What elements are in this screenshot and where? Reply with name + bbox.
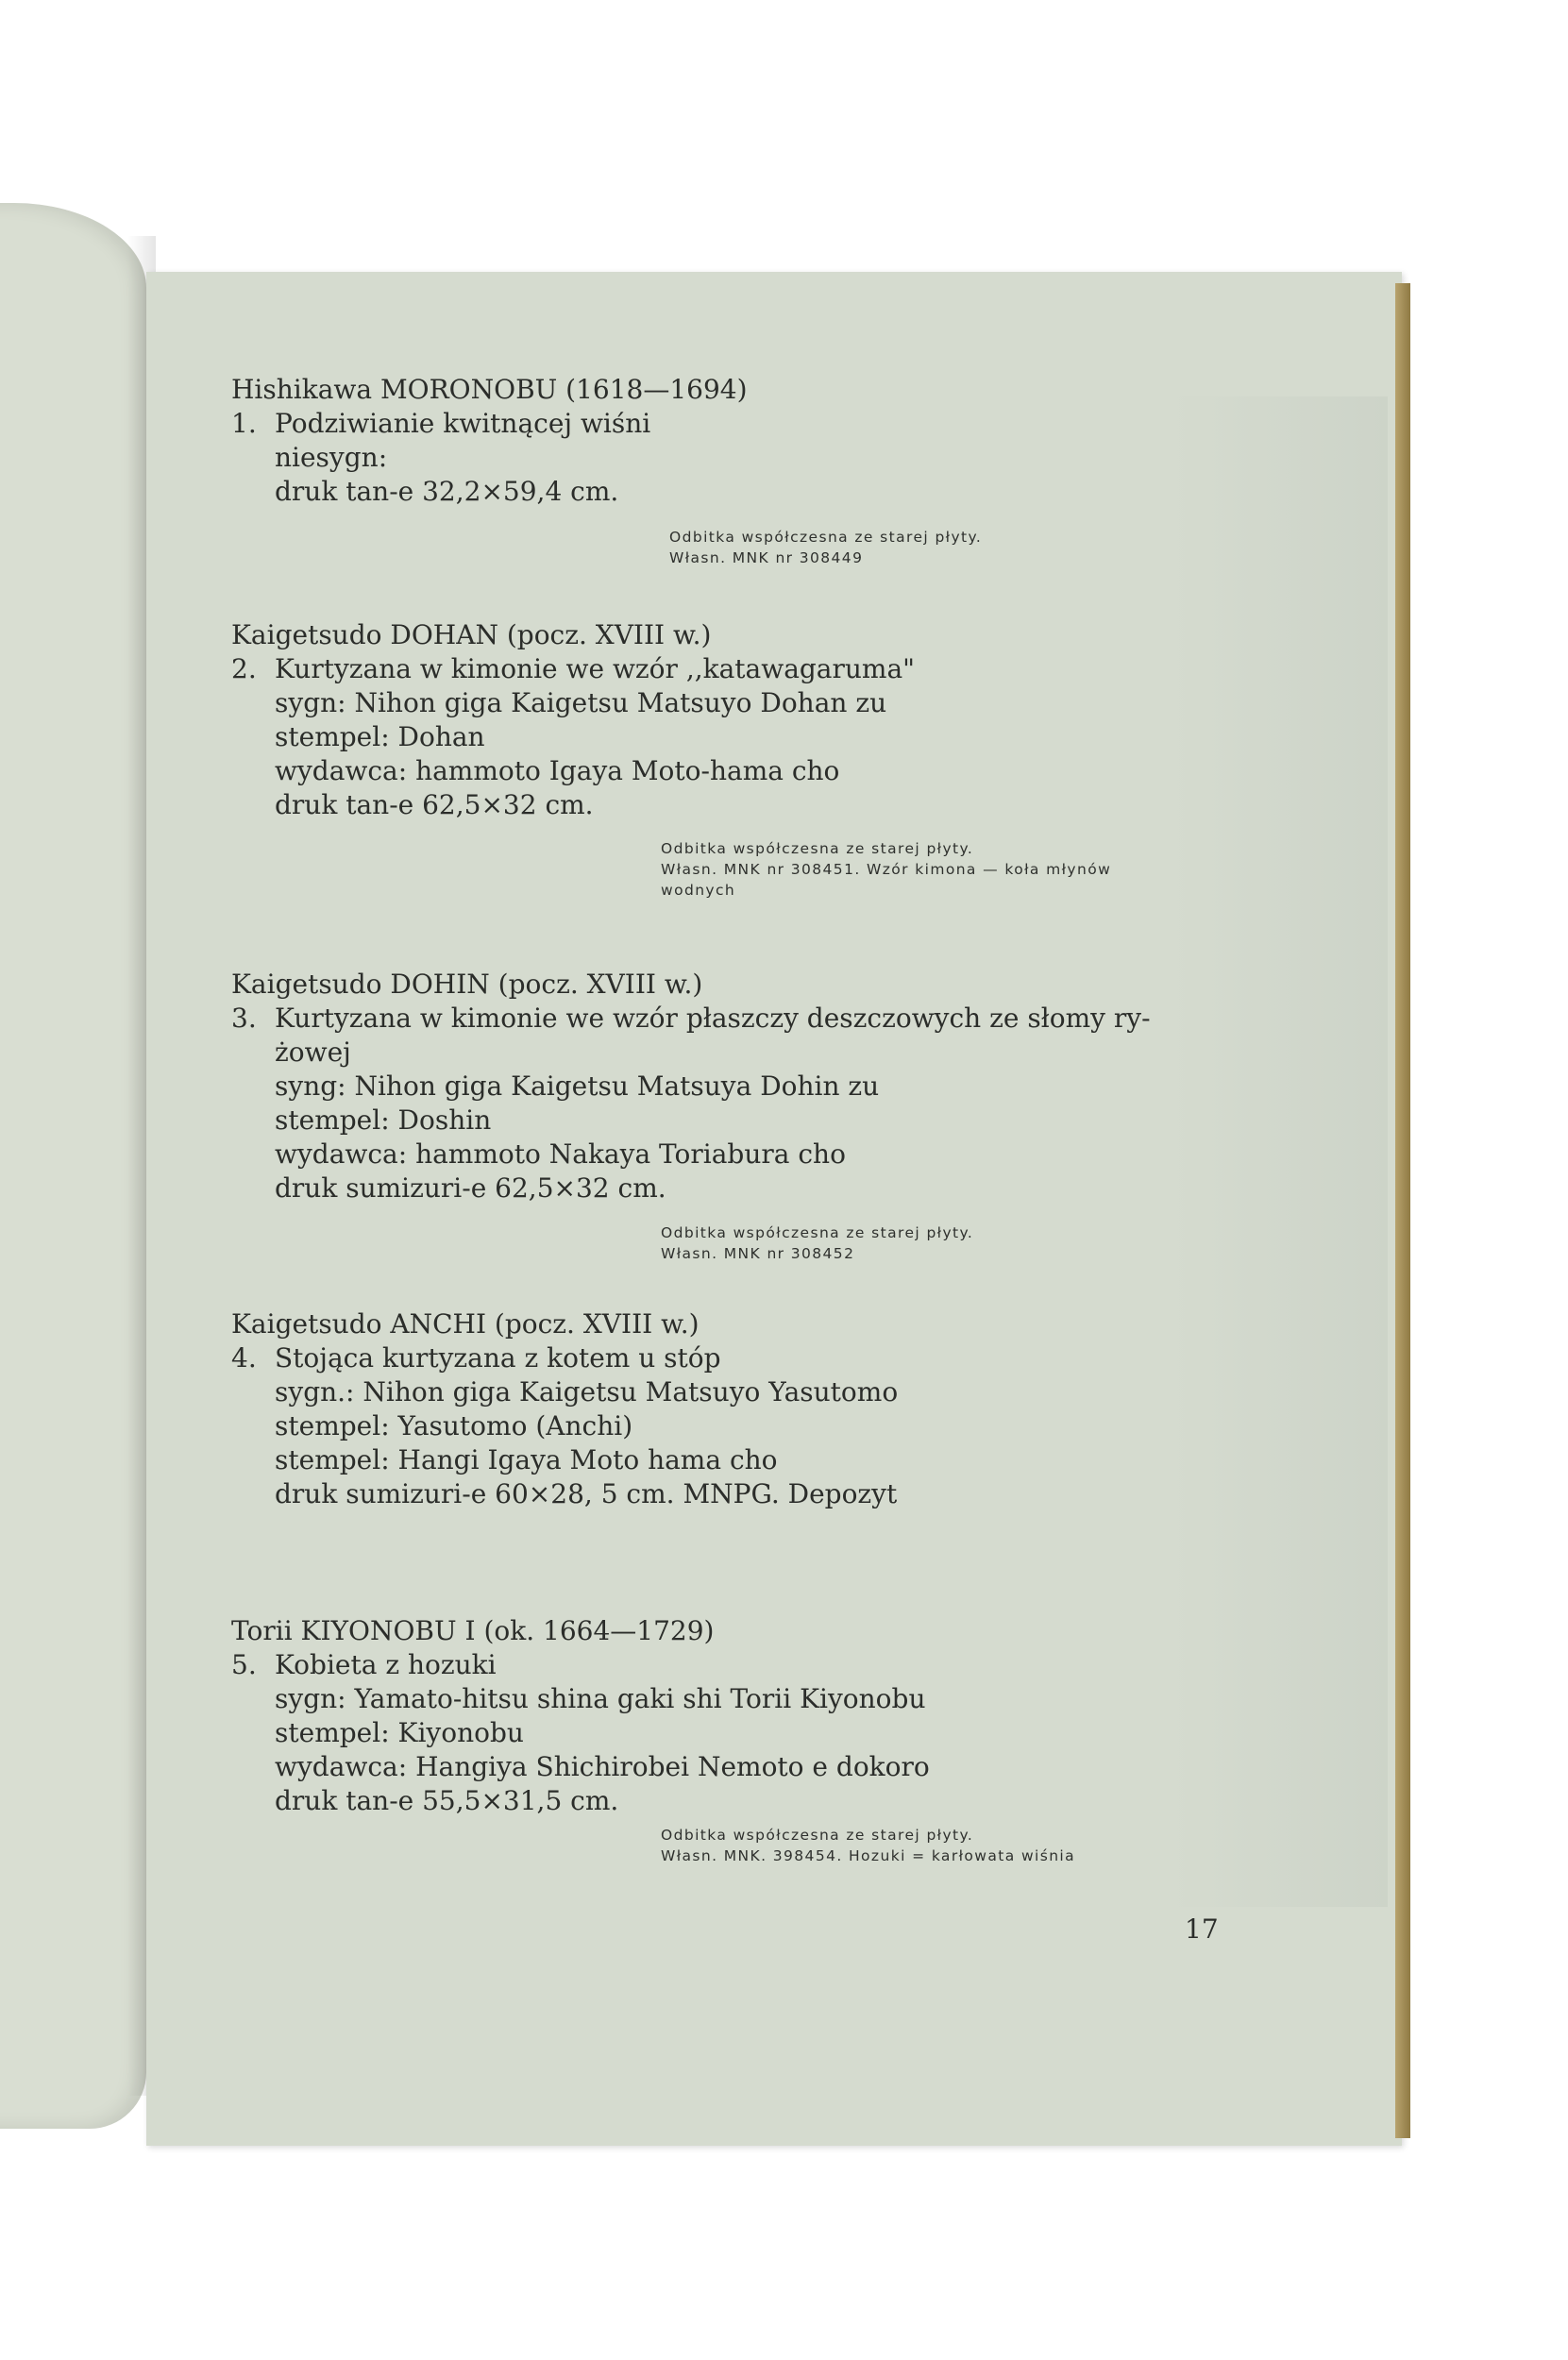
entry-number: 2. <box>231 653 257 684</box>
entry-detail: syng: Nihon giga Kaigetsu Matsuya Dohin zu <box>275 1070 880 1102</box>
entry-detail: stempel: Yasutomo (Anchi) <box>275 1410 633 1441</box>
entry-detail: wydawca: hammoto Igaya Moto-hama cho <box>275 755 840 786</box>
work-title: 3. Kurtyzana w kimonie we wzór płaszczy deszczowych ze słomy ry- <box>231 1003 1151 1034</box>
entry-detail: stempel: Doshin <box>275 1104 492 1136</box>
entry-detail: stempel: Hangi Igaya Moto hama cho <box>275 1444 778 1475</box>
entry-1 <box>231 373 1251 566</box>
work-title: 4. Stojąca kurtyzana z kotem u stóp <box>231 1342 721 1374</box>
entry-note: Odbitka współczesna ze starej płyty. Własn. MNK nr 308451. Wzór kimona — koła młynów wodnych <box>661 840 1112 899</box>
page-edge <box>1395 283 1410 2138</box>
entry-detail: druk tan-e 32,2×59,4 cm. <box>275 476 619 507</box>
work-title: 1. Podziwianie kwitnącej wiśni <box>231 408 651 439</box>
entry-note: Odbitka współczesna ze starej płyty. Własn. MNK. 398454. Hozuki = karłowata wiśnia <box>661 1827 1076 1864</box>
entry-4 <box>231 1307 1251 1511</box>
artist-heading: Hishikawa MORONOBU (1618—1694) <box>231 374 748 405</box>
entry-number: 1. <box>231 408 257 439</box>
entry-2 <box>231 618 1251 899</box>
entry-detail: druk tan-e 62,5×32 cm. <box>275 789 594 820</box>
entry-3 <box>231 968 1251 1262</box>
entry-number: 4. <box>231 1342 257 1374</box>
entry-detail: niesygn: <box>275 442 388 473</box>
artist-heading: Kaigetsudo DOHIN (pocz. XVIII w.) <box>231 969 703 1000</box>
entry-detail: wydawca: hammoto Nakaya Toriabura cho <box>275 1138 846 1170</box>
entry-note: Odbitka współczesna ze starej płyty. Własn. MNK nr 308449 <box>669 529 983 566</box>
entry-note: Odbitka współczesna ze starej płyty. Własn. MNK nr 308452 <box>661 1224 974 1262</box>
entry-detail: druk sumizuri-e 60×28, 5 cm. MNPG. Depozyt <box>275 1478 898 1509</box>
left-page <box>0 203 146 2129</box>
artist-heading: Kaigetsudo DOHAN (pocz. XVIII w.) <box>231 619 712 650</box>
entry-detail: stempel: Dohan <box>275 721 485 752</box>
entry-detail: sygn.: Nihon giga Kaigetsu Matsuyo Yasutomo <box>275 1376 899 1408</box>
entry-detail: sygn: Yamato-hitsu shina gaki shi Torii Kiyonobu <box>275 1683 926 1714</box>
entry-detail: żowej <box>275 1037 351 1068</box>
work-title: 5. Kobieta z hozuki <box>231 1649 497 1680</box>
entry-detail: druk tan-e 55,5×31,5 cm. <box>275 1785 619 1816</box>
entry-detail: sygn: Nihon giga Kaigetsu Matsuyo Dohan zu <box>275 687 887 718</box>
work-title: 2. Kurtyzana w kimonie we wzór ,,katawagaruma" <box>231 653 916 684</box>
entry-number: 3. <box>231 1003 257 1034</box>
entry-detail: stempel: Kiyonobu <box>275 1717 524 1748</box>
entry-number: 5. <box>231 1649 257 1680</box>
artist-heading: Kaigetsudo ANCHI (pocz. XVIII w.) <box>231 1308 700 1340</box>
entry-detail: druk sumizuri-e 62,5×32 cm. <box>275 1172 666 1204</box>
entry-detail: wydawca: Hangiya Shichirobei Nemoto e dokoro <box>275 1751 930 1782</box>
artist-heading: Torii KIYONOBU I (ok. 1664—1729) <box>231 1615 715 1646</box>
page-number: 17 <box>1185 1913 1219 1945</box>
entry-5 <box>231 1614 1251 1864</box>
